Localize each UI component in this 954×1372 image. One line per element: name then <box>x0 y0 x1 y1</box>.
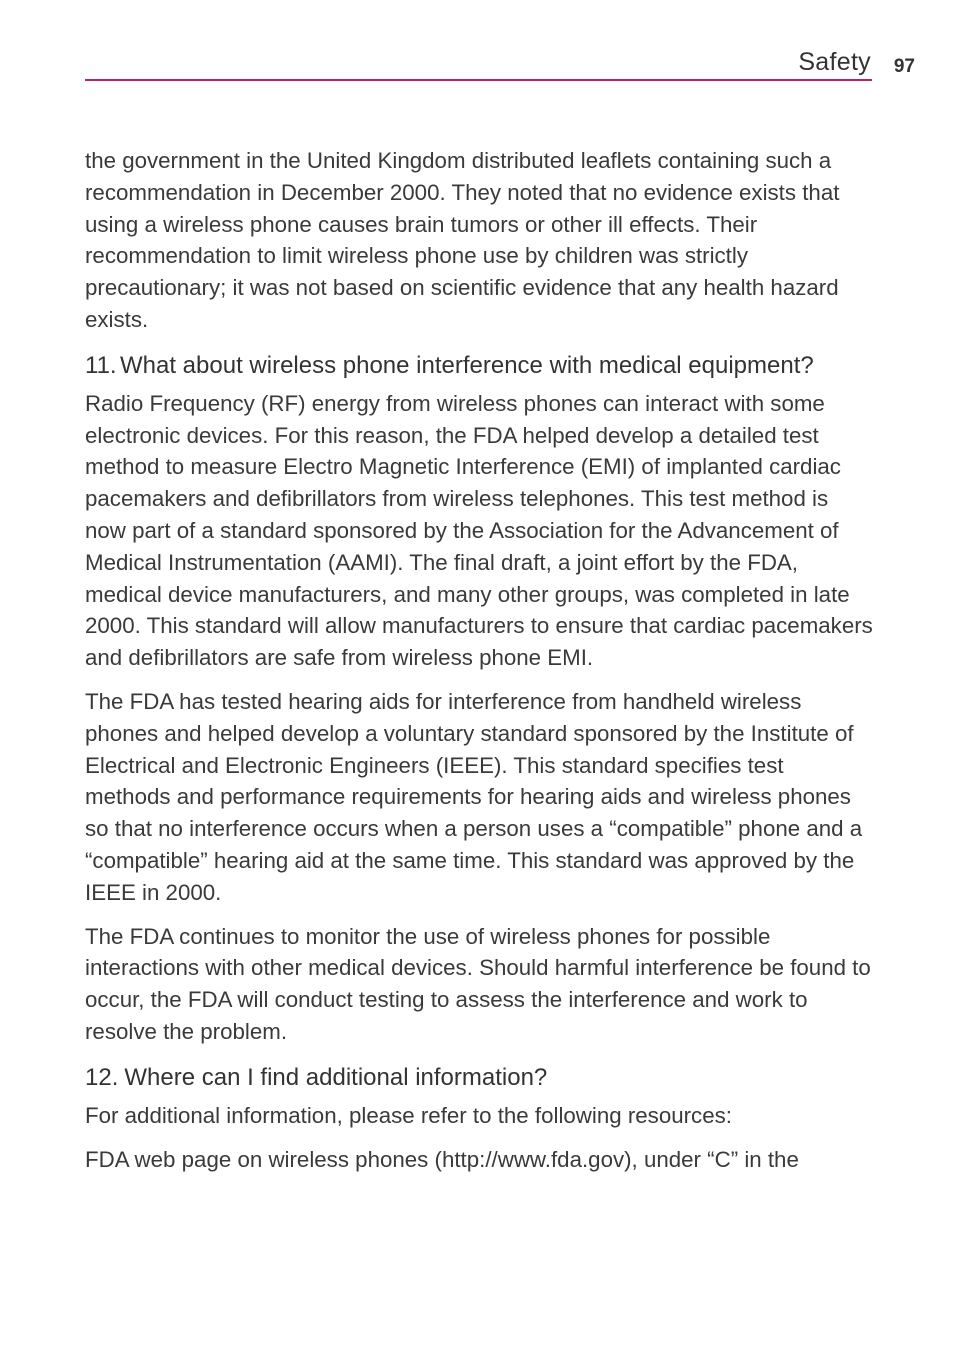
q11-paragraph-2: The FDA has tested hearing aids for interference from handheld wireless phones and helped develop a voluntary standard sponsored by the Institute of Electrical and Electronic Engineers (IEEE). This standard specifies test methods and performance requirements for hearing aids and wireless phones so that no interference occurs when a person uses a “compatible” phone and a “compatible” hearing aid at the same time. This standard was approved by the IEEE in 2000. <box>85 688 863 905</box>
q11-paragraph-3: The FDA continues to monitor the use of wireless phones for possible interactions with other medical devices. Should harmful interference be found to occur, the FDA will conduct testing to assess the interference and work to resolve the problem. <box>85 923 871 1044</box>
question-number: 12. <box>85 1063 119 1091</box>
header-rule <box>85 79 872 81</box>
section-title: Safety <box>798 48 871 76</box>
question-text: Where can I find additional information? <box>124 1063 548 1091</box>
q12-paragraph-1: For additional information, please refer to the following resources: <box>85 1102 732 1128</box>
page-number: 97 <box>893 56 915 77</box>
page-body <box>85 145 875 1187</box>
question-12-heading <box>85 1062 875 1094</box>
q12-paragraph-2: FDA web page on wireless phones (http://www.fda.gov), under “C” in the <box>85 1146 799 1172</box>
page-header <box>85 44 925 84</box>
question-text: What about wireless phone interference with medical equipment? <box>120 351 814 379</box>
q11-paragraph-1: Radio Frequency (RF) energy from wireless phones can interact with some electronic devices. For this reason, the FDA helped develop a detailed test method to measure Electro Magnetic Interference (EMI) of implanted cardiac pacemakers and defibrillators from wireless telephones. This test method is now part of a standard sponsored by the Association for the Advancement of Medical Instrumentation (AAMI). The final draft, a joint effort by the FDA, medical device manufacturers, and many other groups, was completed in late 2000. This standard will allow manufacturers to ensure that cardiac pacemakers and defibrillators are safe from wireless phone EMI. <box>85 390 873 671</box>
intro-paragraph: the government in the United Kingdom distributed leaflets containing such a recommendation in December 2000. They noted that no evidence exists that using a wireless phone causes brain tumors or other ill effects. Their recommendation to limit wireless phone use by children was strictly precautionary; it was not based on scientific evidence that any health hazard exists. <box>85 148 840 332</box>
question-11-heading <box>85 350 875 382</box>
question-number: 11. <box>85 351 117 379</box>
